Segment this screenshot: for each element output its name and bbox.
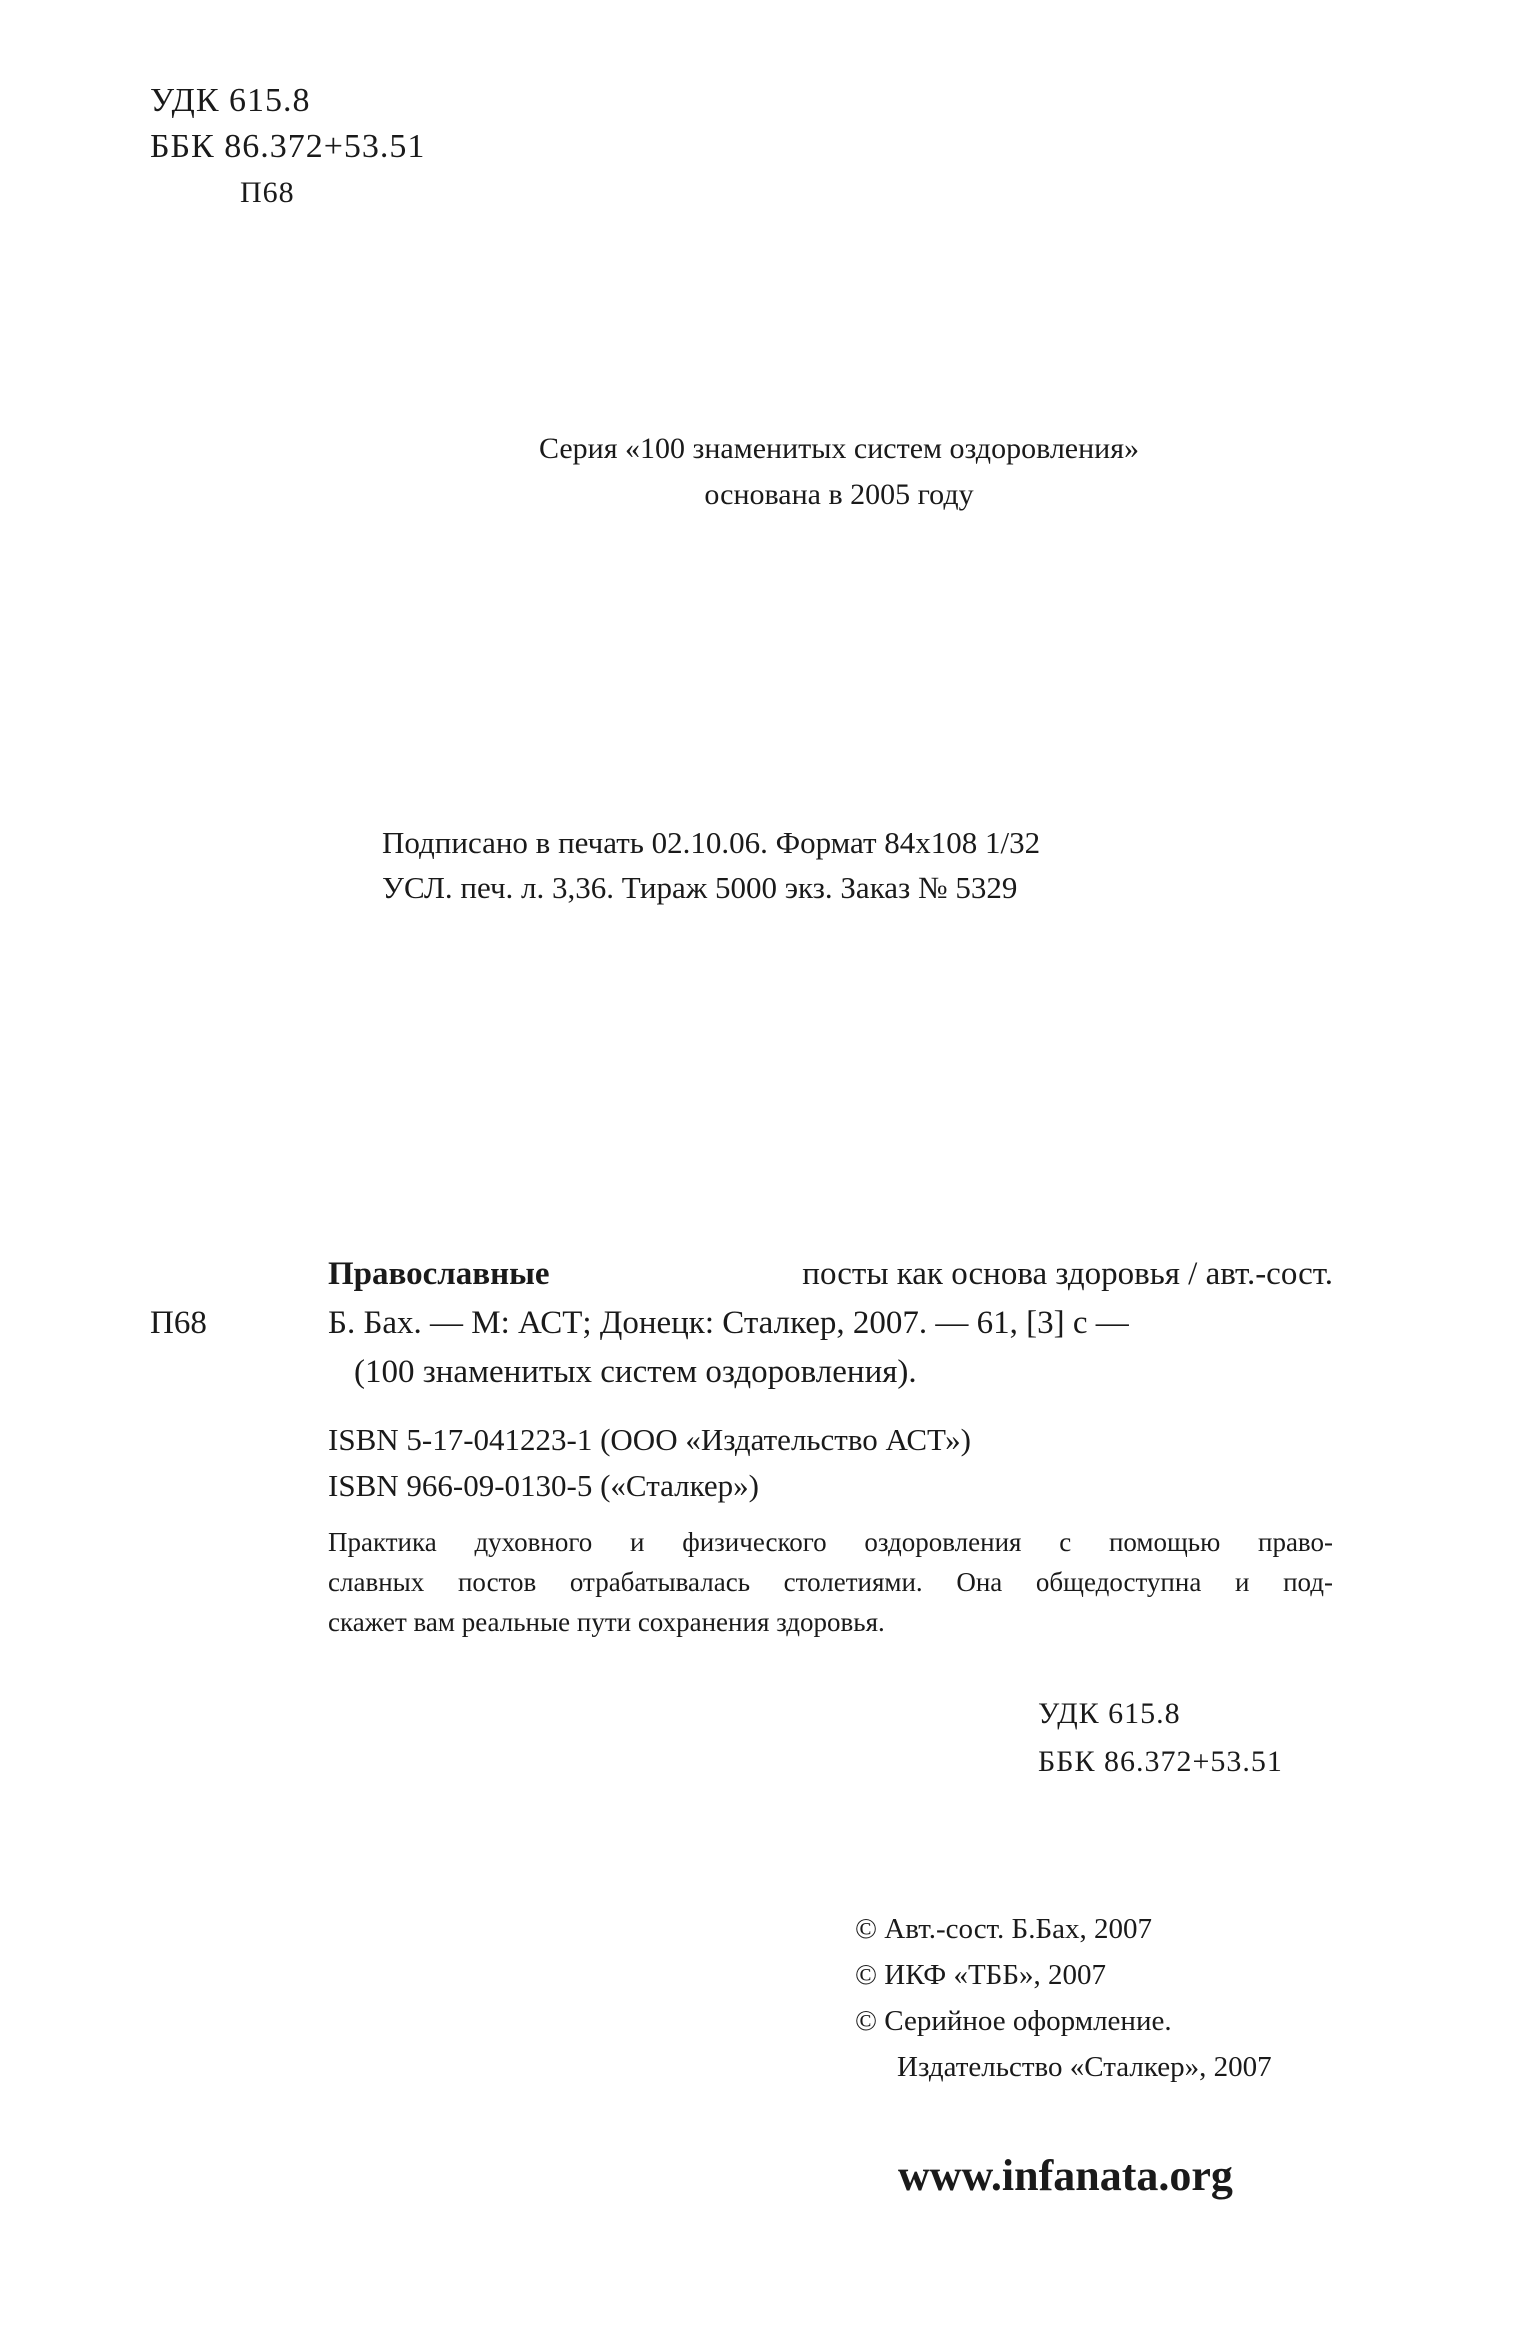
bbk-code: ББК 86.372+53.51 [150,128,426,165]
copyright-line-3: © Серийное оформление. [855,2005,1172,2037]
abstract-line-2: славных постов отрабатывалась столетиями. Она общедоступна и под- [328,1567,1333,1597]
abstract-line-3: скажет вам реальные пути сохранения здоровья. [328,1607,885,1637]
print-info-line-2: УСЛ. печ. л. 3,36. Тираж 5000 экз. Заказ № 5329 [382,870,1018,905]
series-line-1: Серия «100 знаменитых систем оздоровления» [538,432,1140,465]
isbn-line-2: ISBN 966-09-0130-5 («Сталкер») [328,1468,759,1503]
bib-line-2: Б. Бах. — М: АСТ; Донецк: Сталкер, 2007. — 61, [3] с — [328,1305,1129,1341]
bib-line-1-rest: посты как основа здоровья / авт.-сост. [802,1256,1333,1292]
website-link[interactable]: www.infanata.org [898,2151,1233,2200]
book-title-bold: Православные [328,1256,550,1292]
copyright-line-4: Издательство «Сталкер», 2007 [897,2051,1272,2083]
abstract [328,1522,1333,1642]
bib-line-3: (100 знаменитых систем оздоровления). [354,1354,917,1390]
copyright-line-2: © ИКФ «ТББ», 2007 [855,1959,1106,1991]
author-mark: П68 [240,176,295,209]
classification-header [150,78,425,216]
bib-line-1 [328,1250,1333,1299]
copyright-block [855,1906,1272,2090]
abstract-line-1: Практика духовного и физического оздоровления с помощью право- [328,1527,1333,1557]
bibliography-side-code: П68 [150,1305,207,1341]
classification-bottom [1038,1690,1283,1786]
series-note [0,426,1538,518]
print-info-line-1: Подписано в печать 02.10.06. Формат 84x108 1/32 [382,825,1041,860]
copyright-line-1: © Авт.-сост. Б.Бах, 2007 [855,1913,1152,1945]
udk-code: УДК 615.8 [150,82,311,119]
isbn-line-1: ISBN 5-17-041223-1 (ООО «Издательство АСТ») [328,1422,972,1457]
isbn-block [328,1417,971,1509]
print-info [382,820,1040,910]
bbk-code-bottom: ББК 86.372+53.51 [1038,1745,1283,1778]
bibliographic-record [328,1250,1333,1397]
udk-code-bottom: УДК 615.8 [1038,1697,1181,1730]
series-line-2: основана в 2005 году [704,478,974,511]
